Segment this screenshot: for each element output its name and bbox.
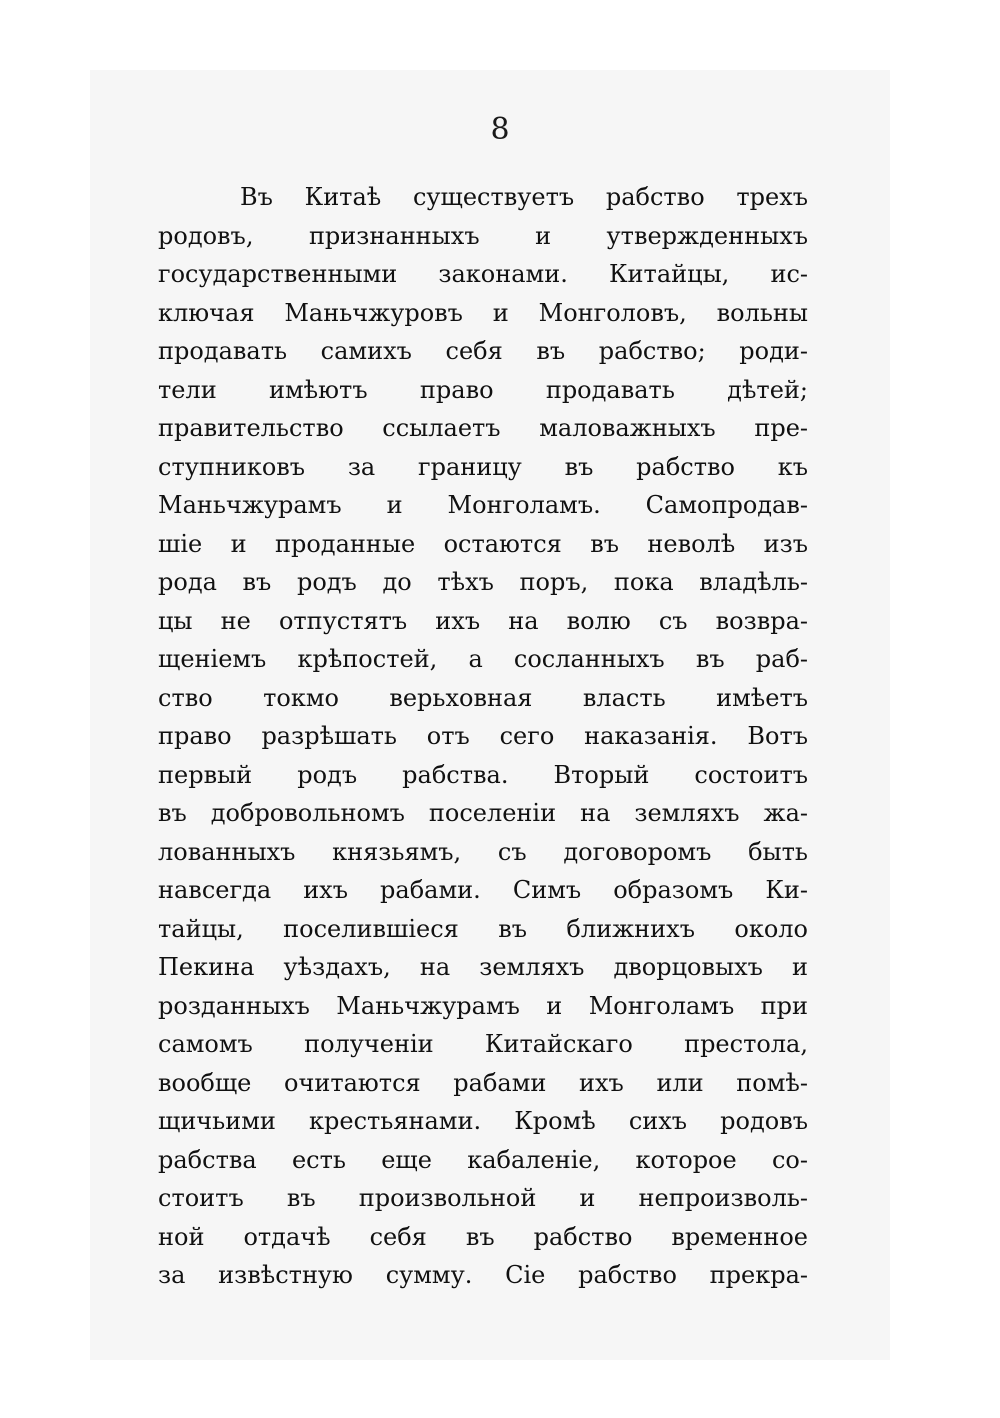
text-line: Въ Китаѣ существуетъ рабство трехъ [240, 183, 808, 211]
text-line: шіе и проданные остаются въ неволѣ изъ [158, 529, 808, 558]
text-line: розданныхъ Маньчжурамъ и Монголамъ при [158, 991, 808, 1020]
text-line: щеніемъ крѣпостей, а сосланныхъ въ раб- [158, 645, 808, 673]
text-line: навсегда ихъ рабами. Симъ образомъ Ки- [158, 876, 808, 904]
text-line: рабства есть еще кабаленіе, которое со- [158, 1145, 808, 1174]
text-line: цы не отпустятъ ихъ на волю съ возвра- [158, 606, 808, 635]
text-line: ключая Маньчжуровъ и Монголовъ, вольны [158, 298, 808, 327]
text-line: щичьими крестьянами. Кромѣ сихъ родовъ [158, 1107, 808, 1135]
text-line: Маньчжурамъ и Монголамъ. Самопродав- [158, 491, 808, 519]
text-line: Пекина уѣздахъ, на земляхъ дворцовыхъ и [158, 953, 808, 981]
body-text [158, 178, 808, 1295]
text-line: лованныхъ князьямъ, съ договоромъ быть [158, 837, 808, 866]
text-line: государственными законами. Китайцы, ис- [158, 260, 808, 288]
text-line: продавать самихъ себя въ рабство; роди- [158, 337, 808, 365]
text-line: право разрѣшать отъ сего наказанія. Вотъ [158, 722, 808, 750]
text-line: стоитъ въ произвольной и непроизволь- [158, 1184, 808, 1212]
text-line: первый родъ рабства. Вторый состоитъ [158, 760, 808, 789]
text-line: рода въ родъ до тѣхъ поръ, пока владѣль- [158, 568, 808, 596]
text-line: тайцы, поселившіеся въ ближнихъ около [158, 914, 808, 943]
text-line: за извѣстную сумму. Сіе рабство прекра- [158, 1261, 808, 1289]
text-line: ной отдачѣ себя въ рабство временное [158, 1222, 808, 1251]
text-line: ство токмо верьховная власть имѣетъ [158, 683, 808, 712]
page-number: 8 [490, 112, 510, 147]
text-line: самомъ полученіи Китайскаго престола, [158, 1030, 808, 1058]
text-line: ступниковъ за границу въ рабство къ [158, 452, 808, 481]
text-line: въ добровольномъ поселеніи на земляхъ жа- [158, 799, 808, 827]
text-line: родовъ, признанныхъ и утвержденныхъ [158, 221, 808, 250]
text-line: вообще очитаются рабами ихъ или помѣ- [158, 1068, 808, 1097]
text-line: тели имѣютъ право продавать дѣтей; [158, 375, 808, 404]
text-line: правительство ссылаетъ маловажныхъ пре- [158, 414, 808, 442]
